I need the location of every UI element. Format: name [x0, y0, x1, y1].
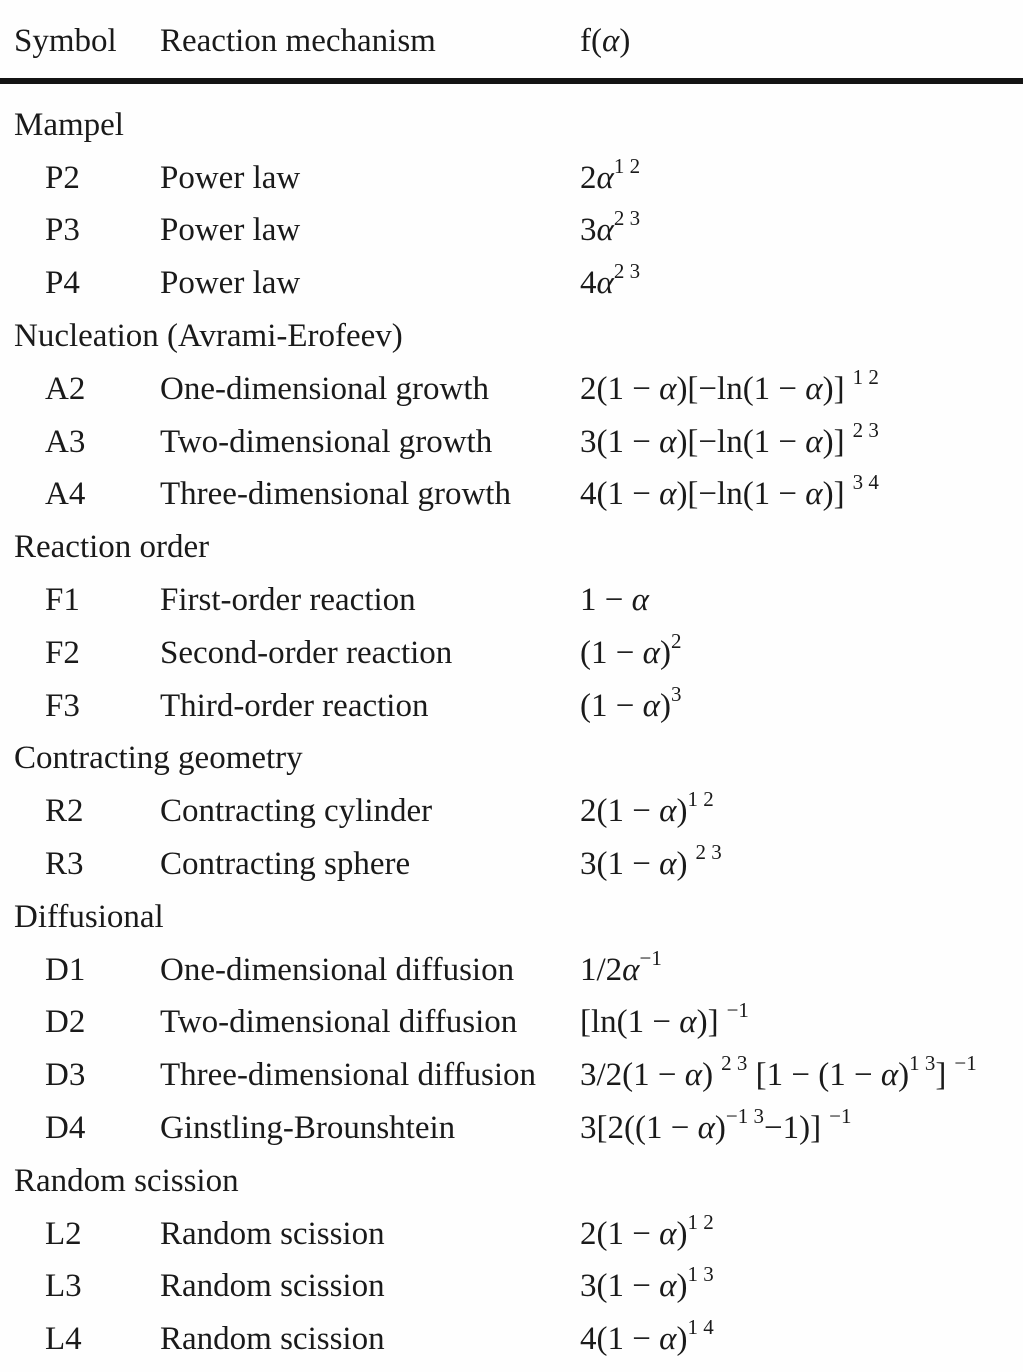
- formula-cell: $3[2((1 - \alpha)^{-1 3}-1)]$ $^{-1}$: [580, 1104, 852, 1147]
- table-row: [0, 944, 1023, 997]
- symbol-cell: D1: [45, 951, 86, 988]
- mechanism-cell: First-order reaction: [160, 582, 416, 619]
- symbol-cell: P2: [45, 159, 80, 196]
- alpha-symbol: α: [631, 582, 649, 619]
- formula-cell: $3\alpha^{2 3}$: [580, 206, 641, 249]
- mechanism-cell: Two-dimensional diffusion: [160, 1004, 518, 1041]
- mechanism-cell: Contracting sphere: [160, 846, 411, 883]
- mechanism-cell: Contracting cylinder: [160, 793, 433, 830]
- alpha-symbol: α: [622, 951, 640, 988]
- symbol-cell: F3: [45, 687, 80, 724]
- formula-cell: $1/2\alpha^{-1}$: [580, 945, 662, 988]
- alpha-symbol: α: [659, 1321, 677, 1358]
- formula-cell: $2(1 - \alpha)^{1 2}$: [580, 787, 714, 830]
- alpha-symbol: α: [684, 1057, 703, 1094]
- symbol-cell: R3: [45, 846, 84, 883]
- formula-cell: 4(1 − α)[−ln(1 − α)] $^{3 4}$: [580, 470, 879, 513]
- alpha-symbol: α: [679, 1004, 697, 1041]
- alpha-symbol: α: [596, 265, 614, 302]
- alpha-symbol: α: [659, 846, 677, 883]
- mechanism-cell: Third-order reaction: [160, 687, 429, 724]
- mechanism-cell: One-dimensional diffusion: [160, 951, 515, 988]
- mechanism-cell: Random scission: [160, 1215, 385, 1252]
- mechanism-cell: Three-dimensional growth: [160, 476, 511, 513]
- table-row: [0, 1313, 1023, 1366]
- symbol-cell: F2: [45, 634, 80, 671]
- alpha-symbol: α: [659, 1215, 677, 1252]
- formula-cell: [ln(1 − α)] $^{-1}$: [580, 998, 749, 1041]
- table-row: [0, 416, 1023, 469]
- table-row: [0, 152, 1023, 205]
- formula-cell: 2(1 − α)[−ln(1 − α)] $^{1 2}$: [580, 364, 879, 407]
- symbol-cell: D4: [45, 1110, 86, 1147]
- column-header-falpha: f(α): [580, 22, 631, 59]
- section-title: Random scission: [14, 1162, 239, 1199]
- symbol-cell: R2: [45, 793, 84, 830]
- formula-cell: $2\alpha^{1 2}$: [580, 153, 641, 196]
- alpha-symbol: α: [659, 370, 677, 407]
- alpha-symbol: α: [659, 476, 677, 513]
- table-row: [0, 997, 1023, 1050]
- alpha-symbol: α: [805, 370, 823, 407]
- table-row: [0, 627, 1023, 680]
- alpha-symbol: α: [642, 634, 660, 671]
- mechanism-cell: One-dimensional growth: [160, 370, 490, 407]
- table-row: [0, 1049, 1023, 1102]
- symbol-cell: L3: [45, 1268, 82, 1305]
- section-title-row: [0, 521, 1023, 574]
- symbol-cell: F1: [45, 582, 80, 619]
- symbol-cell: D2: [45, 1004, 86, 1041]
- section-title: Nucleation (Avrami-Erofeev): [14, 318, 403, 355]
- mechanism-cell: Power law: [160, 212, 301, 249]
- alpha-symbol: α: [659, 423, 677, 460]
- table-row: [0, 785, 1023, 838]
- formula-cell: $2(1 - \alpha)^{1 2}$: [580, 1209, 714, 1252]
- alpha-symbol: α: [601, 22, 620, 59]
- table-row: [0, 574, 1023, 627]
- section-title-row: [0, 310, 1023, 363]
- formula-cell: $4\alpha^{2 3}$: [580, 259, 641, 302]
- mechanism-cell: Second-order reaction: [160, 634, 453, 671]
- mechanism-cell: Power law: [160, 265, 301, 302]
- formula-cell: 3/2(1 − α) $^{2 3}$ $[1 - (1 - \alpha)^{1 3}]$ $^{-1}$: [580, 1051, 977, 1094]
- alpha-symbol: α: [596, 159, 614, 196]
- mechanism-cell: Random scission: [160, 1321, 385, 1358]
- table-row: [0, 205, 1023, 258]
- section-title: Reaction order: [14, 529, 210, 566]
- symbol-cell: A4: [45, 476, 86, 513]
- symbol-cell: P4: [45, 265, 80, 302]
- table-row: [0, 1208, 1023, 1261]
- symbol-cell: L2: [45, 1215, 82, 1252]
- section-title: Mampel: [14, 106, 124, 143]
- table-row: [0, 680, 1023, 733]
- table-body: [0, 84, 1023, 1366]
- mechanism-cell: Power law: [160, 159, 301, 196]
- alpha-symbol: α: [880, 1057, 899, 1094]
- table-row: [0, 1261, 1023, 1314]
- alpha-symbol: α: [805, 476, 823, 513]
- section-title: Diffusional: [14, 898, 164, 935]
- mechanism-cell: Ginstling-Brounshtein: [160, 1110, 456, 1147]
- formula-cell: $4(1 - \alpha)^{1 4}$: [580, 1315, 714, 1358]
- alpha-symbol: α: [659, 793, 677, 830]
- formula-cell: 3(1 − α)[−ln(1 − α)] $^{2 3}$: [580, 417, 879, 460]
- table-row: [0, 363, 1023, 416]
- table-row: [0, 838, 1023, 891]
- alpha-symbol: α: [697, 1110, 715, 1147]
- formula-cell: $3(1 - \alpha)^{1 3}$: [580, 1262, 714, 1305]
- symbol-cell: P3: [45, 212, 80, 249]
- symbol-cell: D3: [45, 1057, 86, 1094]
- alpha-symbol: α: [596, 212, 614, 249]
- formula-cell: $(1 - \alpha)^2$: [580, 628, 682, 671]
- section-title-row: [0, 1155, 1023, 1208]
- table-header: [0, 0, 1023, 78]
- section-title: Contracting geometry: [14, 740, 303, 777]
- symbol-cell: A2: [45, 370, 86, 407]
- symbol-cell: L4: [45, 1321, 82, 1358]
- symbol-cell: A3: [45, 423, 86, 460]
- table-row: [0, 469, 1023, 522]
- section-title-row: [0, 99, 1023, 152]
- mechanism-cell: Two-dimensional growth: [160, 423, 493, 460]
- table-row: [0, 257, 1023, 310]
- column-header-symbol: Symbol: [14, 22, 117, 59]
- mechanism-cell: Random scission: [160, 1268, 385, 1305]
- mechanism-cell: Three-dimensional diffusion: [160, 1057, 537, 1094]
- formula-cell: $(1 - \alpha)^3$: [580, 681, 682, 724]
- table-row: [0, 1102, 1023, 1155]
- alpha-symbol: α: [642, 687, 660, 724]
- formula-cell: 1 − α: [580, 582, 649, 619]
- section-title-row: [0, 733, 1023, 786]
- section-title-row: [0, 891, 1023, 944]
- formula-cell: 3(1 − α) $^{2 3}$: [580, 840, 722, 883]
- column-header-mechanism: Reaction mechanism: [160, 22, 436, 59]
- alpha-symbol: α: [805, 423, 823, 460]
- alpha-symbol: α: [659, 1268, 677, 1305]
